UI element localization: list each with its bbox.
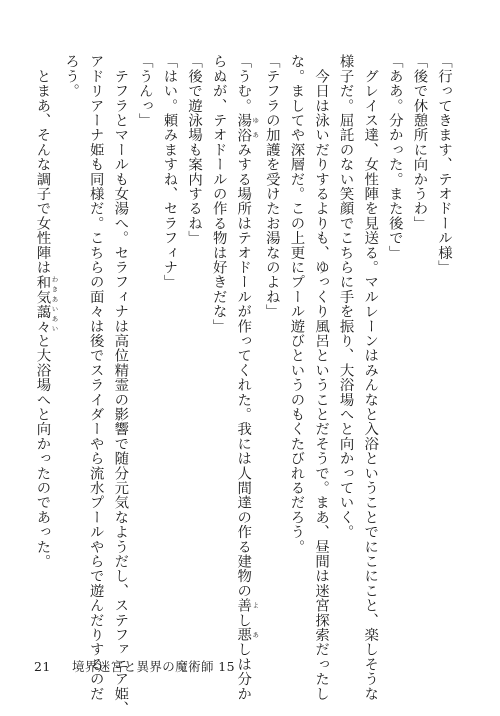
- text-line: な。ましてや深層だ。この上更にプール遊びというのもくたびれるだろう。: [288, 54, 305, 554]
- text-line: 「後で遊泳場も案内するね」: [186, 54, 203, 246]
- text-line: とまあ、そんな調子で女性陣は和気藹々 わきあいあいと大浴場へと向かったのであった。: [34, 54, 59, 569]
- text-line: 「うむ。湯浴 ゆあみする場所はテオドールが作ってくれた。我には人間達の作る建物の善 よし悪 あしは分か: [235, 54, 260, 701]
- text-line: 様子だ。屈託のない笑顔でこちらに手を振り、大浴場へと向かっていく。: [337, 54, 354, 540]
- text-line: アドリアーナ姫も同様だ。こちらの面々は後でスライダーやら流水プールやらで遊んだりするのだ: [87, 54, 104, 701]
- text-line: ろう。: [63, 54, 80, 99]
- text-line: らぬが、テオドールの作る物は好きだな」: [210, 54, 227, 334]
- text-line: 「はい。頼みますね、セラフィナ」: [161, 54, 178, 290]
- text-line: テフラとマールも女湯へ。セラフィナは高位精霊の影響で随分元気なようだし、ステファニア姫、: [112, 54, 129, 716]
- book-title: 境界迷宮と異界の魔術師 15: [72, 659, 235, 674]
- furigana: 善 よ: [235, 597, 260, 613]
- text-line: 「後で休憩所に向かうわ」: [411, 54, 428, 231]
- furigana: 湯浴 ゆあ: [235, 112, 260, 143]
- page-footer: [34, 657, 454, 675]
- text-line: 「行ってきます、テオドール様」: [436, 54, 452, 275]
- text-line: グレイス達、女性陣を見送る。マルレーンはみんなと入浴ということでにこにこと、楽しそうな: [362, 54, 379, 701]
- text-line: 今日は泳いだりするよりも、ゆっくり風呂ということだそうで。まあ、昼間は迷宮探索だったし: [313, 54, 330, 701]
- text-line: 「うんっ」: [136, 54, 153, 128]
- page-number: 21: [34, 659, 51, 674]
- text-line: 「ああ。分かった。また後で」: [386, 54, 403, 260]
- furigana: 和気藹々 わきあいあい: [34, 274, 59, 334]
- furigana: 悪 あ: [235, 627, 260, 643]
- text-line: 「テフラの加護を受けたお湯なのよね」: [263, 54, 280, 319]
